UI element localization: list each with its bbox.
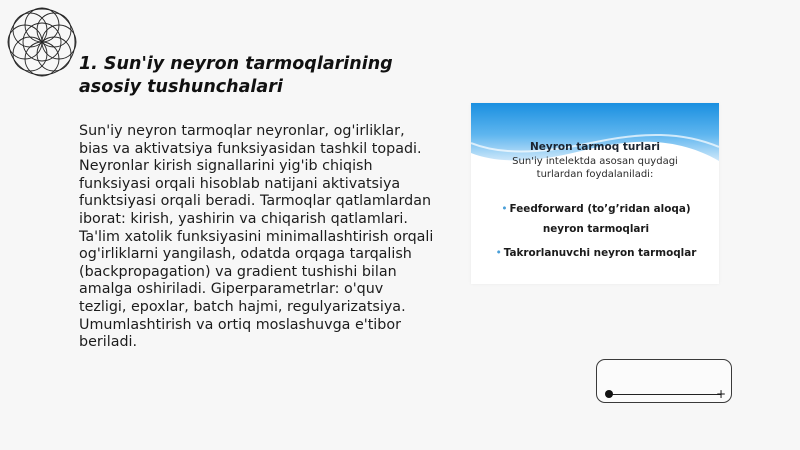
card-list-item <box>481 243 711 263</box>
geometric-logo-icon <box>6 6 78 78</box>
slide-title: 1. Sun'iy neyron tarmoqlarining asosiy tushunchalari <box>79 54 393 97</box>
card-subtitle: Sun'iy intelektda asosan quydagi turlardan foydalaniladi: <box>512 156 678 180</box>
slide-body-text: Sun'iy neyron tarmoqlar neyronlar, og'irliklar, bias va aktivatsiya funksiyasidan tashkil topadi. Neyronlar kirish signallarini yig'ib chiqish funksiyasi orqali hisoblab natijani aktivatsiya funktsiyasi orqali beradi. Tarmoqlar qatlamlardan iborat: kirish, yashirin va chiqarish qatlamlari. Ta'lim xatolik funksiyasini minimallashtirish orqali og'irliklarni yangilash, odatda orqaga tarqalish (backpropagation) va gradient tushishi bilan amalga oshiriladi. Giperparametrlar: o'quv tezligi, epoxlar, batch hajmi, regulyarizatsiya. Umumlashtirish va ortiq moslashuvga e'tibor beriladi. <box>79 123 434 351</box>
neural-network-types-card <box>471 103 719 284</box>
media-progress-track[interactable] <box>609 394 721 395</box>
card-list-item-label: Takrorlanuvchi neyron tarmoqlar <box>503 247 697 259</box>
bullet-dot-icon: • <box>501 203 508 215</box>
card-list-item <box>481 199 711 239</box>
card-list-item-label: Feedforward (to’g’ridan aloqa) neyron tarmoqlari <box>509 203 691 235</box>
media-player-control[interactable] <box>596 359 732 403</box>
card-title: Neyron tarmoq turlari <box>529 141 661 153</box>
bullet-dot-icon: • <box>495 247 502 259</box>
media-progress-handle[interactable] <box>605 390 613 398</box>
plus-icon[interactable]: + <box>715 387 727 401</box>
